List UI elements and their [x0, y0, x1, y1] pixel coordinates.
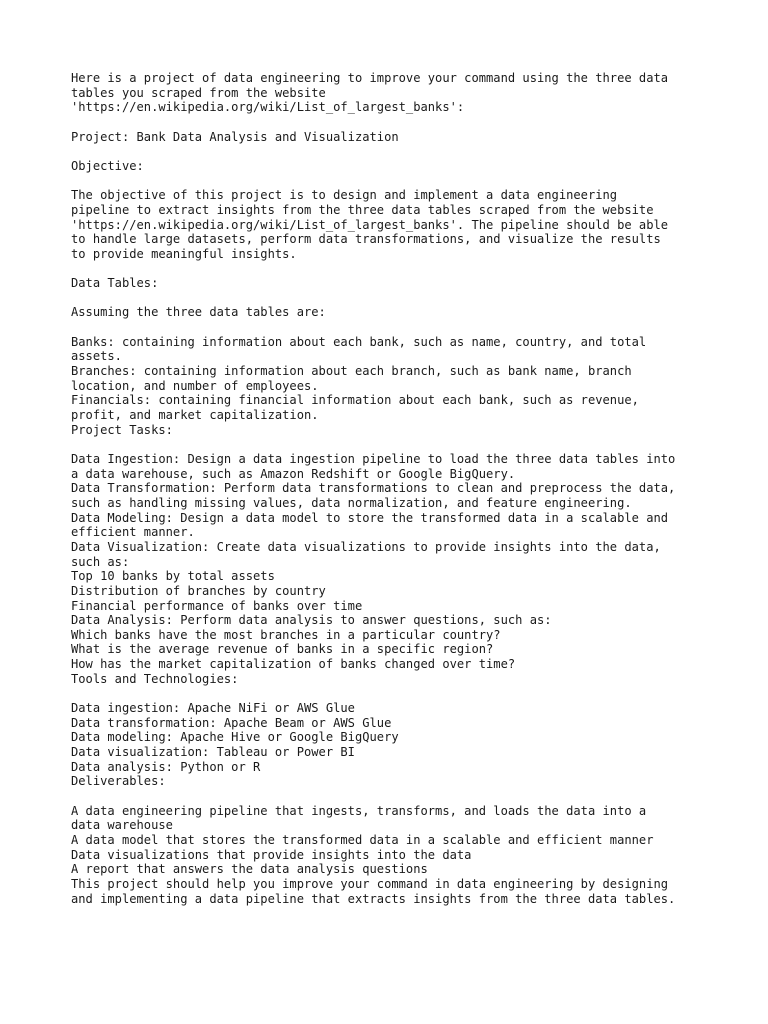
blank-line [71, 320, 751, 335]
text-line: Data Ingestion: Design a data ingestion pipeline to load the three data tables into [71, 451, 676, 466]
text-line: such as: [71, 554, 130, 569]
section-heading-tools: Tools and Technologies: [71, 671, 239, 686]
text-line: Data ingestion: Apache NiFi or AWS Glue [71, 701, 355, 716]
section-heading-data-tables: Data Tables: [71, 276, 159, 291]
text-line: such as handling missing values, data normalization, and feature engineering. [71, 495, 632, 510]
text-line: Here is a project of data engineering to improve your command using the three data [71, 71, 669, 85]
text-line: A data model that stores the transformed data in a scalable and efficient manner [71, 832, 654, 847]
text-line: A report that answers the data analysis questions [71, 862, 428, 877]
text-line: How has the market capitalization of banks changed over time? [71, 657, 516, 672]
text-line: Data modeling: Apache Hive or Google BigQuery [71, 730, 399, 745]
text-line: 'https://en.wikipedia.org/wiki/List_of_largest_banks'. The pipeline should be able [71, 217, 669, 232]
blank-line [71, 144, 751, 159]
text-line: efficient manner. [71, 525, 195, 540]
text-line: assets. [71, 349, 122, 364]
section-heading-deliverables: Deliverables: [71, 774, 166, 789]
text-line: Data visualization: Tableau or Power BI [71, 745, 355, 760]
text-line: 'https://en.wikipedia.org/wiki/List_of_largest_banks': [71, 100, 465, 115]
text-line: This project should help you improve your command in data engineering by designing [71, 876, 669, 891]
text-line: Branches: containing information about each branch, such as bank name, branch [71, 364, 632, 379]
text-line: Data transformation: Apache Beam or AWS Glue [71, 715, 392, 730]
blank-line [71, 291, 751, 306]
text-line: Assuming the three data tables are: [71, 305, 326, 320]
text-line: Data Visualization: Create data visualizations to provide insights into the data, [71, 539, 661, 554]
text-line: to provide meaningful insights. [71, 246, 297, 261]
text-line: Financials: containing financial information about each bank, such as revenue, [71, 393, 639, 408]
blank-line [71, 686, 751, 701]
text-line: Data Analysis: Perform data analysis to answer questions, such as: [71, 613, 552, 628]
blank-line [71, 115, 751, 130]
text-line: Financial performance of banks over time [71, 598, 363, 613]
text-line: What is the average revenue of banks in a specific region? [71, 642, 494, 657]
text-line: The objective of this project is to design and implement a data engineering [71, 188, 618, 203]
text-line: tables you scraped from the website [71, 85, 326, 100]
text-line: pipeline to extract insights from the three data tables scraped from the website [71, 202, 654, 217]
section-heading-project-tasks: Project Tasks: [71, 422, 173, 437]
project-title: Project: Bank Data Analysis and Visualization [71, 129, 399, 144]
text-line: and implementing a data pipeline that extracts insights from the three data tables. [71, 891, 676, 906]
text-line: Data analysis: Python or R [71, 759, 261, 774]
text-line: Data Transformation: Perform data transformations to clean and preprocess the data, [71, 481, 676, 496]
document-body [71, 71, 751, 906]
text-line: Data visualizations that provide insights into the data [71, 847, 472, 862]
text-line: Banks: containing information about each bank, such as name, country, and total [71, 334, 647, 349]
text-line: Distribution of branches by country [71, 583, 326, 598]
text-line: location, and number of employees. [71, 378, 319, 393]
section-heading-objective: Objective: [71, 158, 144, 173]
blank-line [71, 437, 751, 452]
text-line: A data engineering pipeline that ingests, transforms, and loads the data into a [71, 803, 647, 818]
blank-line [71, 174, 751, 189]
text-line: Top 10 banks by total assets [71, 569, 275, 584]
text-line: data warehouse [71, 818, 173, 833]
text-line: to handle large datasets, perform data transformations, and visualize the results [71, 232, 661, 247]
blank-line [71, 261, 751, 276]
text-line: a data warehouse, such as Amazon Redshift or Google BigQuery. [71, 466, 516, 481]
text-line: profit, and market capitalization. [71, 408, 319, 422]
text-line: Which banks have the most branches in a particular country? [71, 627, 501, 642]
text-line: Data Modeling: Design a data model to store the transformed data in a scalable and [71, 510, 669, 525]
blank-line [71, 789, 751, 804]
